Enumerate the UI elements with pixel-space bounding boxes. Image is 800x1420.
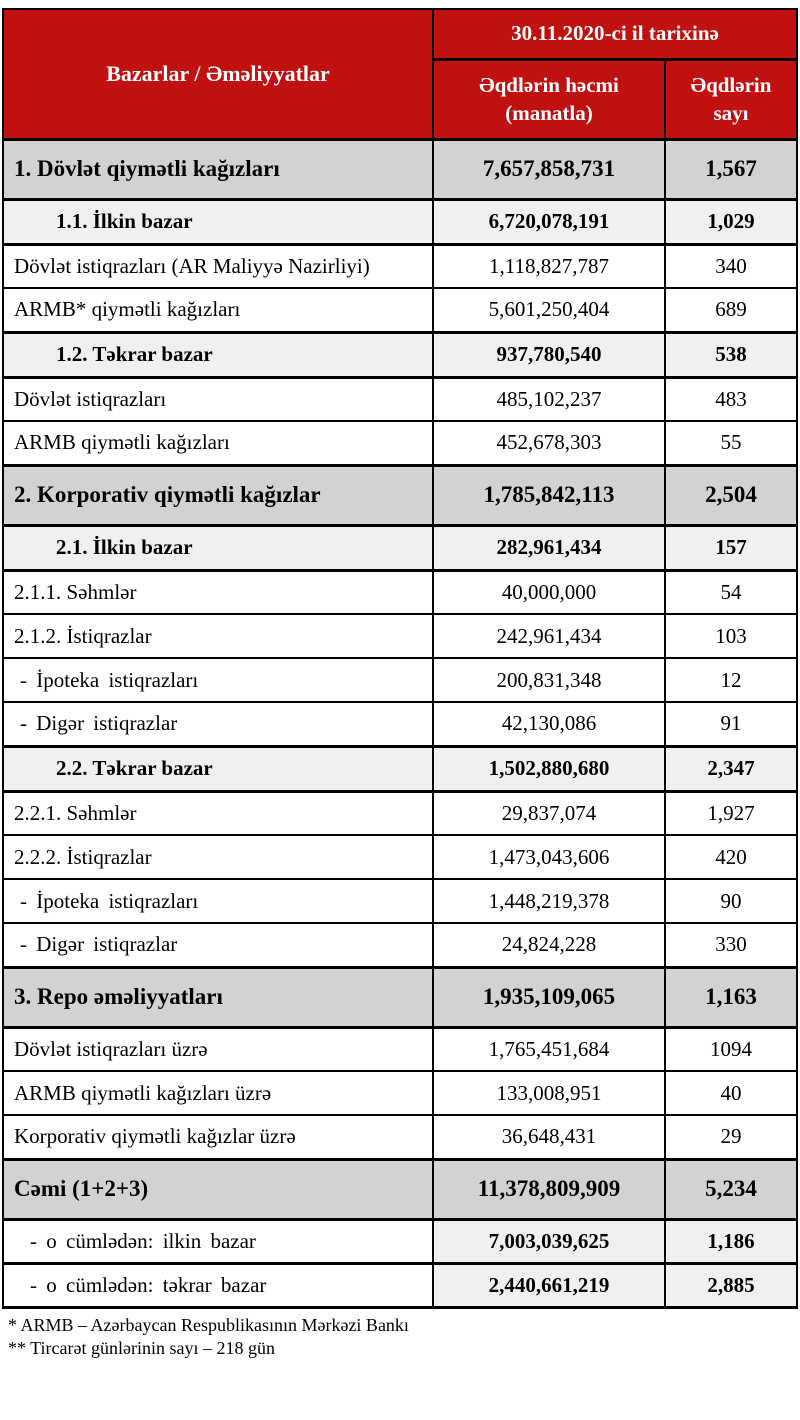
row-label: 2.1.1. Səhmlər — [3, 570, 433, 614]
row-volume: 2,440,661,219 — [433, 1263, 665, 1307]
table-row — [3, 791, 797, 835]
row-label: 1. Dövlət qiymətli kağızları — [3, 139, 433, 199]
row-label: 1.2. Təkrar bazar — [3, 332, 433, 377]
table-row — [3, 1159, 797, 1219]
row-count: 689 — [665, 288, 797, 332]
table-row — [3, 702, 797, 746]
row-volume: 42,130,086 — [433, 702, 665, 746]
table-row — [3, 835, 797, 879]
row-volume: 5,601,250,404 — [433, 288, 665, 332]
row-volume: 1,448,219,378 — [433, 879, 665, 923]
row-label: 2.2. Təkrar bazar — [3, 746, 433, 791]
table-row — [3, 1263, 797, 1307]
footnotes — [8, 1314, 800, 1360]
table-row — [3, 244, 797, 288]
table-row — [3, 139, 797, 199]
header-deal-count: Əqdlərin sayı — [665, 59, 797, 139]
row-count: 330 — [665, 923, 797, 967]
row-volume: 200,831,348 — [433, 658, 665, 702]
row-volume: 242,961,434 — [433, 614, 665, 658]
row-volume: 1,118,827,787 — [433, 244, 665, 288]
header-deal-volume: Əqdlərin həcmi (manatla) — [433, 59, 665, 139]
table-row — [3, 658, 797, 702]
header-report-date: 30.11.2020-ci il tarixinə — [433, 9, 797, 59]
row-volume: 485,102,237 — [433, 377, 665, 421]
table-row — [3, 1071, 797, 1115]
table-row — [3, 967, 797, 1027]
row-volume: 1,785,842,113 — [433, 465, 665, 525]
row-label: Korporativ qiymətli kağızlar üzrə — [3, 1115, 433, 1159]
row-volume: 40,000,000 — [433, 570, 665, 614]
table-row — [3, 421, 797, 465]
header-markets-operations: Bazarlar / Əməliyyatlar — [3, 9, 433, 139]
row-label: - İpoteka istiqrazları — [3, 879, 433, 923]
table-row — [3, 1027, 797, 1071]
row-label: Dövlət istiqrazları — [3, 377, 433, 421]
table-row — [3, 288, 797, 332]
row-volume: 1,473,043,606 — [433, 835, 665, 879]
row-count: 1,029 — [665, 199, 797, 244]
row-label: - o cümlədən: təkrar bazar — [3, 1263, 433, 1307]
table-row — [3, 525, 797, 570]
table-row — [3, 199, 797, 244]
row-volume: 6,720,078,191 — [433, 199, 665, 244]
row-volume: 282,961,434 — [433, 525, 665, 570]
row-count: 1,567 — [665, 139, 797, 199]
row-volume: 29,837,074 — [433, 791, 665, 835]
table-row — [3, 879, 797, 923]
row-count: 54 — [665, 570, 797, 614]
row-count: 2,347 — [665, 746, 797, 791]
table-row — [3, 570, 797, 614]
row-count: 538 — [665, 332, 797, 377]
row-count: 2,885 — [665, 1263, 797, 1307]
row-label: - Digər istiqrazlar — [3, 923, 433, 967]
row-label: ARMB qiymətli kağızları — [3, 421, 433, 465]
row-count: 103 — [665, 614, 797, 658]
row-volume: 1,765,451,684 — [433, 1027, 665, 1071]
row-count: 2,504 — [665, 465, 797, 525]
table-header — [3, 9, 797, 139]
row-count: 55 — [665, 421, 797, 465]
row-count: 5,234 — [665, 1159, 797, 1219]
footnote-trading-days: ** Tircarət günlərinin sayı – 218 gün — [8, 1337, 275, 1358]
row-count: 40 — [665, 1071, 797, 1115]
row-volume: 24,824,228 — [433, 923, 665, 967]
row-count: 1,927 — [665, 791, 797, 835]
row-volume: 1,502,880,680 — [433, 746, 665, 791]
securities-market-table — [2, 8, 798, 1309]
row-volume: 937,780,540 — [433, 332, 665, 377]
row-volume: 133,008,951 — [433, 1071, 665, 1115]
row-volume: 11,378,809,909 — [433, 1159, 665, 1219]
row-count: 90 — [665, 879, 797, 923]
row-volume: 1,935,109,065 — [433, 967, 665, 1027]
table-row — [3, 1219, 797, 1263]
row-label: 3. Repo əməliyyatları — [3, 967, 433, 1027]
table-row — [3, 614, 797, 658]
row-count: 340 — [665, 244, 797, 288]
row-label: 2.2.1. Səhmlər — [3, 791, 433, 835]
row-volume: 36,648,431 — [433, 1115, 665, 1159]
row-label: 1.1. İlkin bazar — [3, 199, 433, 244]
row-count: 1094 — [665, 1027, 797, 1071]
report-page — [0, 8, 800, 1420]
row-count: 1,186 — [665, 1219, 797, 1263]
row-label: Cəmi (1+2+3) — [3, 1159, 433, 1219]
row-count: 1,163 — [665, 967, 797, 1027]
row-label: ARMB qiymətli kağızları üzrə — [3, 1071, 433, 1115]
table-row — [3, 923, 797, 967]
row-label: ARMB* qiymətli kağızları — [3, 288, 433, 332]
row-label: 2.1. İlkin bazar — [3, 525, 433, 570]
table-row — [3, 332, 797, 377]
row-volume: 7,657,858,731 — [433, 139, 665, 199]
row-label: - Digər istiqrazlar — [3, 702, 433, 746]
row-label: Dövlət istiqrazları (AR Maliyyə Nazirliyi) — [3, 244, 433, 288]
footnote-armb: * ARMB – Azərbaycan Respublikasının Mərkəzi Bankı — [8, 1314, 409, 1335]
row-count: 157 — [665, 525, 797, 570]
row-count: 12 — [665, 658, 797, 702]
row-label: Dövlət istiqrazları üzrə — [3, 1027, 433, 1071]
table-row — [3, 377, 797, 421]
market-table-body — [3, 139, 797, 1307]
row-label: - o cümlədən: ilkin bazar — [3, 1219, 433, 1263]
table-row — [3, 746, 797, 791]
row-label: 2.1.2. İstiqrazlar — [3, 614, 433, 658]
row-label: - İpoteka istiqrazları — [3, 658, 433, 702]
row-label: 2. Korporativ qiymətli kağızlar — [3, 465, 433, 525]
table-row — [3, 1115, 797, 1159]
row-count: 420 — [665, 835, 797, 879]
row-count: 483 — [665, 377, 797, 421]
row-volume: 452,678,303 — [433, 421, 665, 465]
row-count: 91 — [665, 702, 797, 746]
row-count: 29 — [665, 1115, 797, 1159]
row-label: 2.2.2. İstiqrazlar — [3, 835, 433, 879]
table-row — [3, 465, 797, 525]
row-volume: 7,003,039,625 — [433, 1219, 665, 1263]
